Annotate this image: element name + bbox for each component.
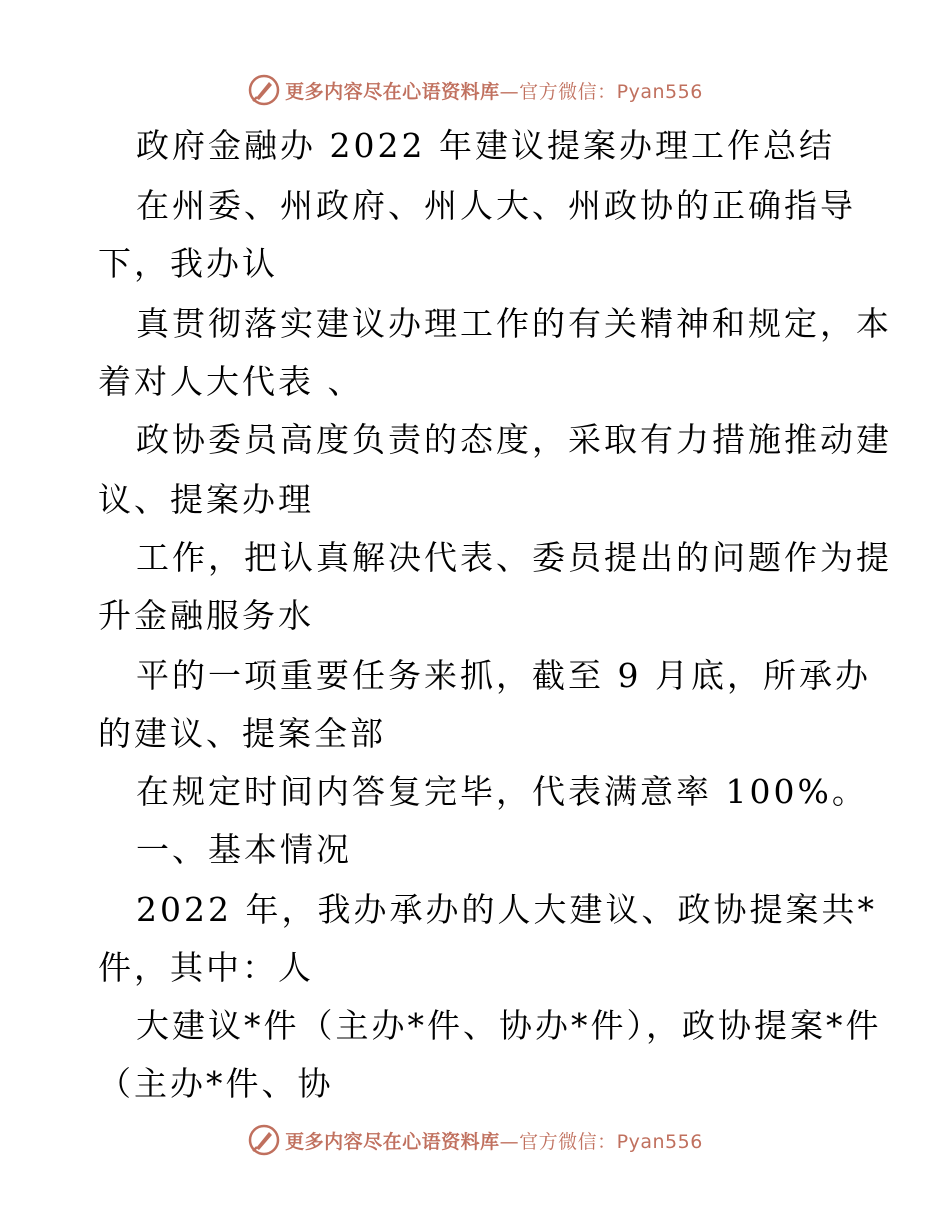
text-line: 真贯彻落实建议办理工作的有关精神和规定，本 <box>136 304 892 343</box>
watermark-contact: 官方微信：Pyan556 <box>519 1130 703 1153</box>
watermark-contact: 官方微信：Pyan556 <box>519 80 703 103</box>
text-line: 着对人大代表 、 <box>98 362 364 401</box>
watermark-dash: — <box>499 1130 520 1153</box>
text-line: 在规定时间内答复完毕，代表满意率 100%。 <box>136 772 868 811</box>
text-line: 平的一项重要任务来抓，截至 9 月底，所承办 <box>136 656 871 695</box>
text-line: 在州委、州政府、州人大、州政协的正确指导 <box>136 186 856 225</box>
watermark-banner-top <box>0 70 950 110</box>
text-line: 政协委员高度负责的态度，采取有力措施推动建 <box>136 420 892 459</box>
watermark-dash: — <box>499 80 520 103</box>
text-line: 的建议、提案全部 <box>98 714 386 753</box>
watermark-text <box>285 1127 703 1154</box>
watermark-brand: 更多内容尽在心语资料库 <box>285 80 500 103</box>
quill-logo-icon <box>247 73 281 107</box>
section-heading: 一、基本情况 <box>136 830 352 869</box>
text-line: （主办*件、协 <box>98 1064 334 1103</box>
document-title: 政府金融办 2022 年建议提案办理工作总结 <box>136 126 835 165</box>
text-line: 升金融服务水 <box>98 596 314 635</box>
text-line: 2022 年，我办承办的人大建议、政协提案共* <box>136 890 877 929</box>
watermark-brand: 更多内容尽在心语资料库 <box>285 1130 500 1153</box>
text-line: 下，我办认 <box>98 244 278 283</box>
watermark-text <box>285 77 703 104</box>
watermark-banner-bottom <box>0 1120 950 1160</box>
quill-logo-icon <box>247 1123 281 1157</box>
text-line: 议、提案办理 <box>98 480 314 519</box>
text-line: 大建议*件（主办*件、协办*件），政协提案*件 <box>136 1006 882 1045</box>
text-line: 件，其中：人 <box>98 948 314 987</box>
text-line: 工作，把认真解决代表、委员提出的问题作为提 <box>136 538 892 577</box>
